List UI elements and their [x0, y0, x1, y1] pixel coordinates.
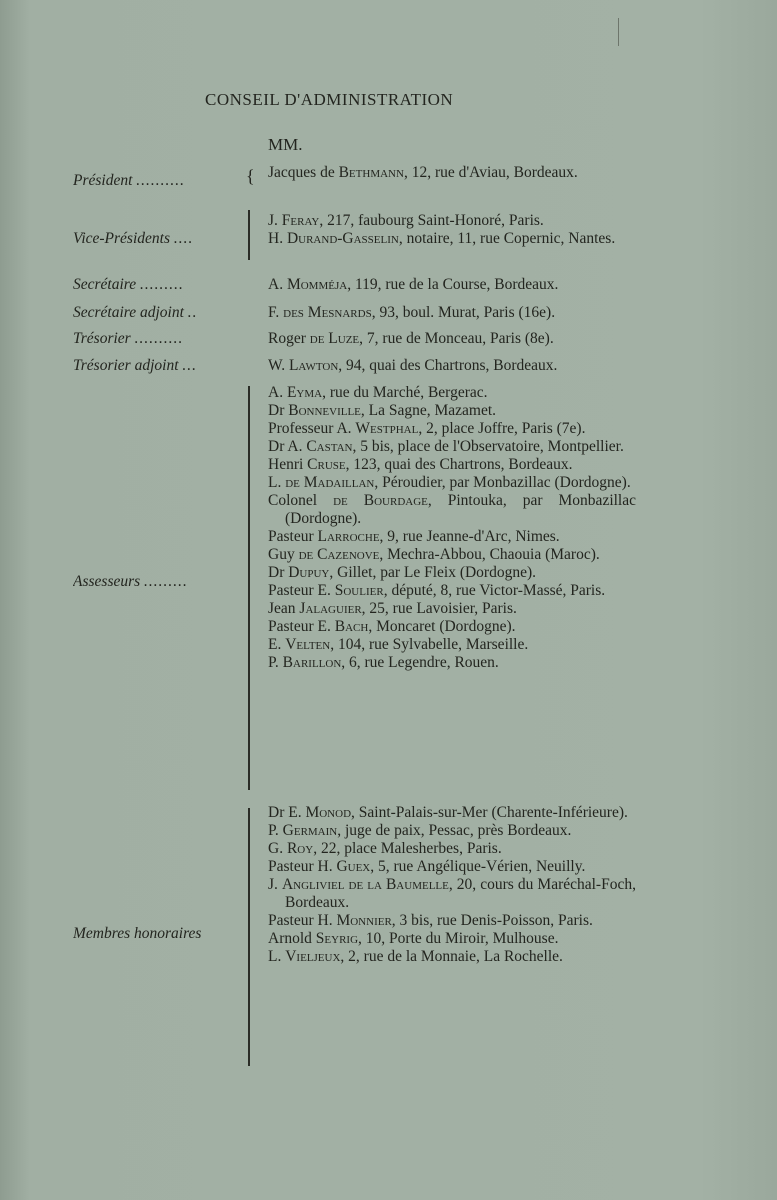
- list-item: Henri Cruse, 123, quai des Chartrons, Bordeaux.: [268, 456, 573, 473]
- label-dots: .........: [140, 276, 184, 293]
- list-item: W. Lawton, 94, quai des Chartrons, Bordeaux.: [268, 357, 558, 374]
- brace-icon: [248, 808, 250, 1066]
- label-text: Trésorier adjoint: [73, 357, 179, 374]
- label-membres-honoraires: [73, 925, 243, 943]
- brace-icon: [248, 386, 250, 790]
- brace-icon: {: [246, 166, 255, 186]
- label-text: Trésorier: [73, 330, 131, 347]
- list-item: Colonel de Bourdage, Pintouka, par Monbazillac (Dordogne).: [268, 492, 636, 527]
- label-dots: ..........: [134, 330, 184, 347]
- list-item: Jacques de Bethmann, 12, rue d'Aviau, Bordeaux.: [268, 164, 578, 181]
- label-text: Membres honoraires: [73, 925, 202, 942]
- list-item: Pasteur Larroche, 9, rue Jeanne-d'Arc, Nimes.: [268, 528, 560, 545]
- label-text: Vice-Présidents: [73, 230, 170, 247]
- entries-secretaire: [268, 276, 636, 294]
- entries-tresorier: [268, 330, 636, 348]
- list-item: Dr Dupuy, Gillet, par Le Fleix (Dordogne).: [268, 564, 536, 581]
- label-dots: ....: [173, 230, 194, 247]
- list-item: F. des Mesnards, 93, boul. Murat, Paris (16e).: [268, 304, 556, 321]
- list-item: Dr Bonneville, La Sagne, Mazamet.: [268, 402, 497, 419]
- label-dots: ..........: [136, 172, 186, 189]
- label-tresorier-adjoint: [73, 357, 243, 375]
- label-text: Assesseurs: [73, 573, 141, 590]
- mm-heading: MM.: [268, 135, 303, 154]
- list-item: J. Feray, 217, faubourg Saint-Honoré, Paris.: [268, 212, 544, 229]
- list-item: A. Eyma, rue du Marché, Bergerac.: [268, 384, 488, 401]
- list-item: Arnold Seyrig, 10, Porte du Miroir, Mulhouse.: [268, 930, 559, 947]
- entries-membres-honoraires: [268, 804, 636, 966]
- list-item: G. Roy, 22, place Malesherbes, Paris.: [268, 840, 502, 857]
- page-title: CONSEIL D'ADMINISTRATION: [205, 90, 454, 109]
- label-vice-presidents: [73, 230, 243, 248]
- list-item: Dr E. Monod, Saint-Palais-sur-Mer (Charente-Inférieure).: [268, 804, 628, 821]
- label-secretaire: [73, 276, 243, 294]
- entries-secretaire-adjoint: [268, 304, 636, 322]
- label-text: Secrétaire adjoint: [73, 304, 184, 321]
- label-text: Secrétaire: [73, 276, 137, 293]
- list-item: Roger de Luze, 7, rue de Monceau, Paris (8e).: [268, 330, 554, 347]
- list-item: P. Germain, juge de paix, Pessac, près Bordeaux.: [268, 822, 572, 839]
- entries-tresorier-adjoint: [268, 357, 636, 375]
- list-item: L. de Madaillan, Péroudier, par Monbazillac (Dordogne).: [268, 474, 631, 491]
- brace-icon: [248, 210, 250, 260]
- entries-president: [268, 164, 636, 182]
- label-dots: ...: [182, 357, 198, 374]
- list-item: Guy de Cazenove, Mechra-Abbou, Chaouia (Maroc).: [268, 546, 600, 563]
- label-text: Président: [73, 172, 133, 189]
- list-item: Jean Jalaguier, 25, rue Lavoisier, Paris.: [268, 600, 517, 617]
- list-item: J. Angliviel de la Baumelle, 20, cours du Maréchal-Foch, Bordeaux.: [268, 876, 636, 911]
- list-item: Pasteur E. Bach, Moncaret (Dordogne).: [268, 618, 516, 635]
- label-dots: ..: [187, 304, 198, 321]
- entries-vice-presidents: [268, 212, 636, 248]
- label-tresorier: [73, 330, 243, 348]
- list-item: Pasteur H. Monnier, 3 bis, rue Denis-Poisson, Paris.: [268, 912, 593, 929]
- list-item: Professeur A. Westphal, 2, place Joffre, Paris (7e).: [268, 420, 586, 437]
- entries-assesseurs: [268, 384, 636, 672]
- list-item: L. Vieljeux, 2, rue de la Monnaie, La Rochelle.: [268, 948, 563, 965]
- label-secretaire-adjoint: [73, 304, 243, 322]
- list-item: P. Barillon, 6, rue Legendre, Rouen.: [268, 654, 499, 671]
- list-item: H. Durand-Gasselin, notaire, 11, rue Copernic, Nantes.: [268, 230, 616, 247]
- list-item: Pasteur E. Soulier, député, 8, rue Victor-Massé, Paris.: [268, 582, 606, 599]
- label-president: [73, 172, 243, 190]
- margin-mark: [618, 18, 619, 46]
- list-item: E. Velten, 104, rue Sylvabelle, Marseille.: [268, 636, 529, 653]
- list-item: Pasteur H. Guex, 5, rue Angélique-Vérien, Neuilly.: [268, 858, 586, 875]
- list-item: Dr A. Castan, 5 bis, place de l'Observatoire, Montpellier.: [268, 438, 624, 455]
- label-assesseurs: [73, 573, 243, 591]
- label-dots: .........: [144, 573, 188, 590]
- list-item: A. Momméja, 119, rue de la Course, Bordeaux.: [268, 276, 559, 293]
